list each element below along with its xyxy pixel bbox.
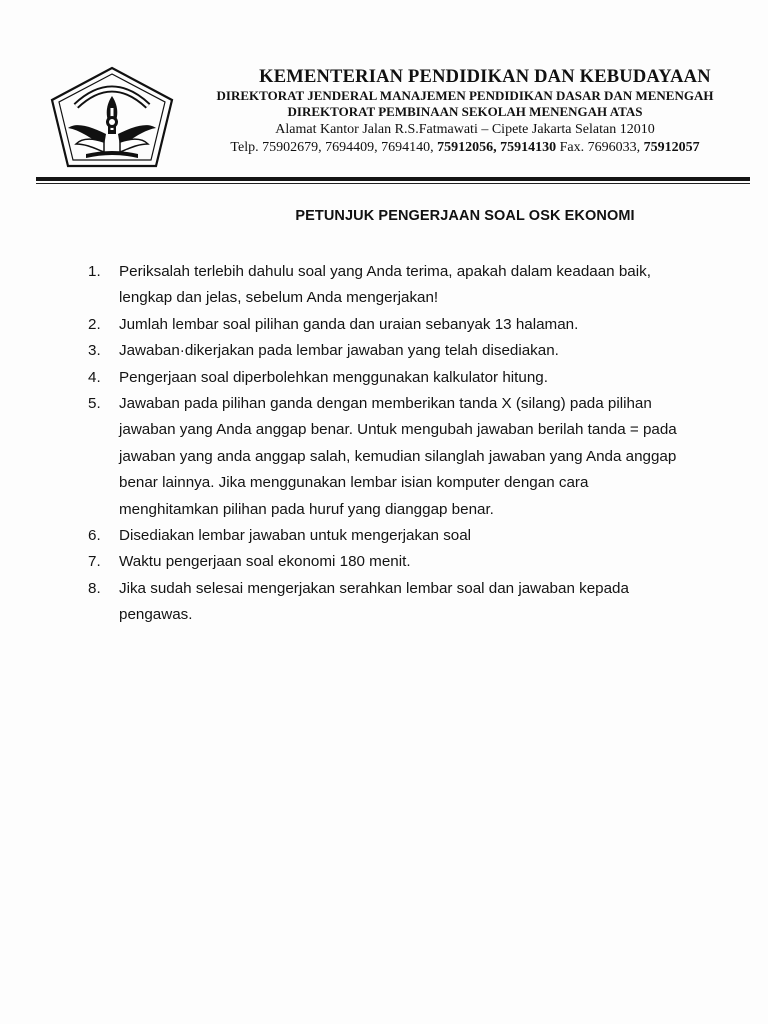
phone-label: Telp. [230,140,263,155]
ministry-name: KEMENTERIAN PENDIDIKAN DAN KEBUDAYAAN [259,67,711,87]
directorate-name: DIREKTORAT PEMBINAAN SEKOLAH MENENGAH ATAS [287,104,643,119]
instruction-text: Periksalah terlebih dahulu soal yang Anda terima, apakah dalam keadaan baik, lengkap dan jelas, sebelum Anda mengerjakan! [119,263,651,307]
phone-numbers-bold: 75912056, 75914130 [437,140,557,155]
fax-label: Fax. [556,140,588,155]
instruction-item [88,259,688,312]
instruction-number: 4. [88,368,101,386]
instruction-list [88,259,688,629]
phone-numbers: 75902679, 7694409, 7694140, [262,140,438,155]
letterhead [190,66,740,157]
instruction-number: 7. [88,553,101,571]
instruction-item [88,549,688,575]
instruction-text: Disediakan lembar jawaban untuk mengerjakan soal [119,527,472,545]
letterhead-divider-thin [36,183,750,184]
instruction-text: Pengerjaan soal diperbolehkan menggunakan kalkulator hitung. [119,368,548,386]
instruction-text: Jumlah lembar soal pilihan ganda dan uraian sebanyak 13 halaman. [119,315,579,333]
fax-number: 7696033, [587,140,644,155]
instruction-number: 5. [88,395,101,413]
instruction-item [88,391,688,523]
instruction-text: Waktu pengerjaan soal ekonomi 180 menit. [119,553,411,571]
instruction-item [88,523,688,549]
fax-number-bold: 75912057 [643,140,700,155]
instruction-number: 2. [88,315,101,333]
instruction-number: 6. [88,527,101,545]
instruction-item [88,576,688,629]
instruction-item [88,338,688,364]
document-title: PETUNJUK PENGERJAAN SOAL OSK EKONOMI [295,208,635,224]
instruction-item [88,312,688,338]
contact-numbers [190,139,740,157]
directorate-general-name: DIREKTORAT JENDERAL MANAJEMEN PENDIDIKAN DASAR DAN MENENGAH [216,88,714,103]
instruction-text: Jawaban·dikerjakan pada lembar jawaban yang telah disediakan. [119,342,559,360]
letterhead-divider-thick [36,177,750,181]
instruction-number: 1. [88,263,101,280]
instruction-text: Jawaban pada pilihan ganda dengan memberikan tanda X (silang) pada pilihan jawaban yang Anda anggap benar. Untuk mengubah jawaban berilah tanda = pada jawaban yang anda anggap salah, kemudian silanglah jawaban yang Anda anggap benar lainnya. Jika menggunakan lembar isian komputer dengan cara menghitamkan pilihan pada huruf yang dianggap benar. [119,395,677,518]
office-address: Alamat Kantor Jalan R.S.Fatmawati – Cipete Jakarta Selatan 12010 [275,122,655,137]
instruction-number: 8. [88,579,101,597]
tut-wuri-handayani-logo [46,64,178,174]
instruction-text: Jika sudah selesai mengerjakan serahkan lembar soal dan jawaban kepada pengawas. [119,579,629,624]
instruction-number: 3. [88,342,101,360]
instruction-item [88,365,688,391]
